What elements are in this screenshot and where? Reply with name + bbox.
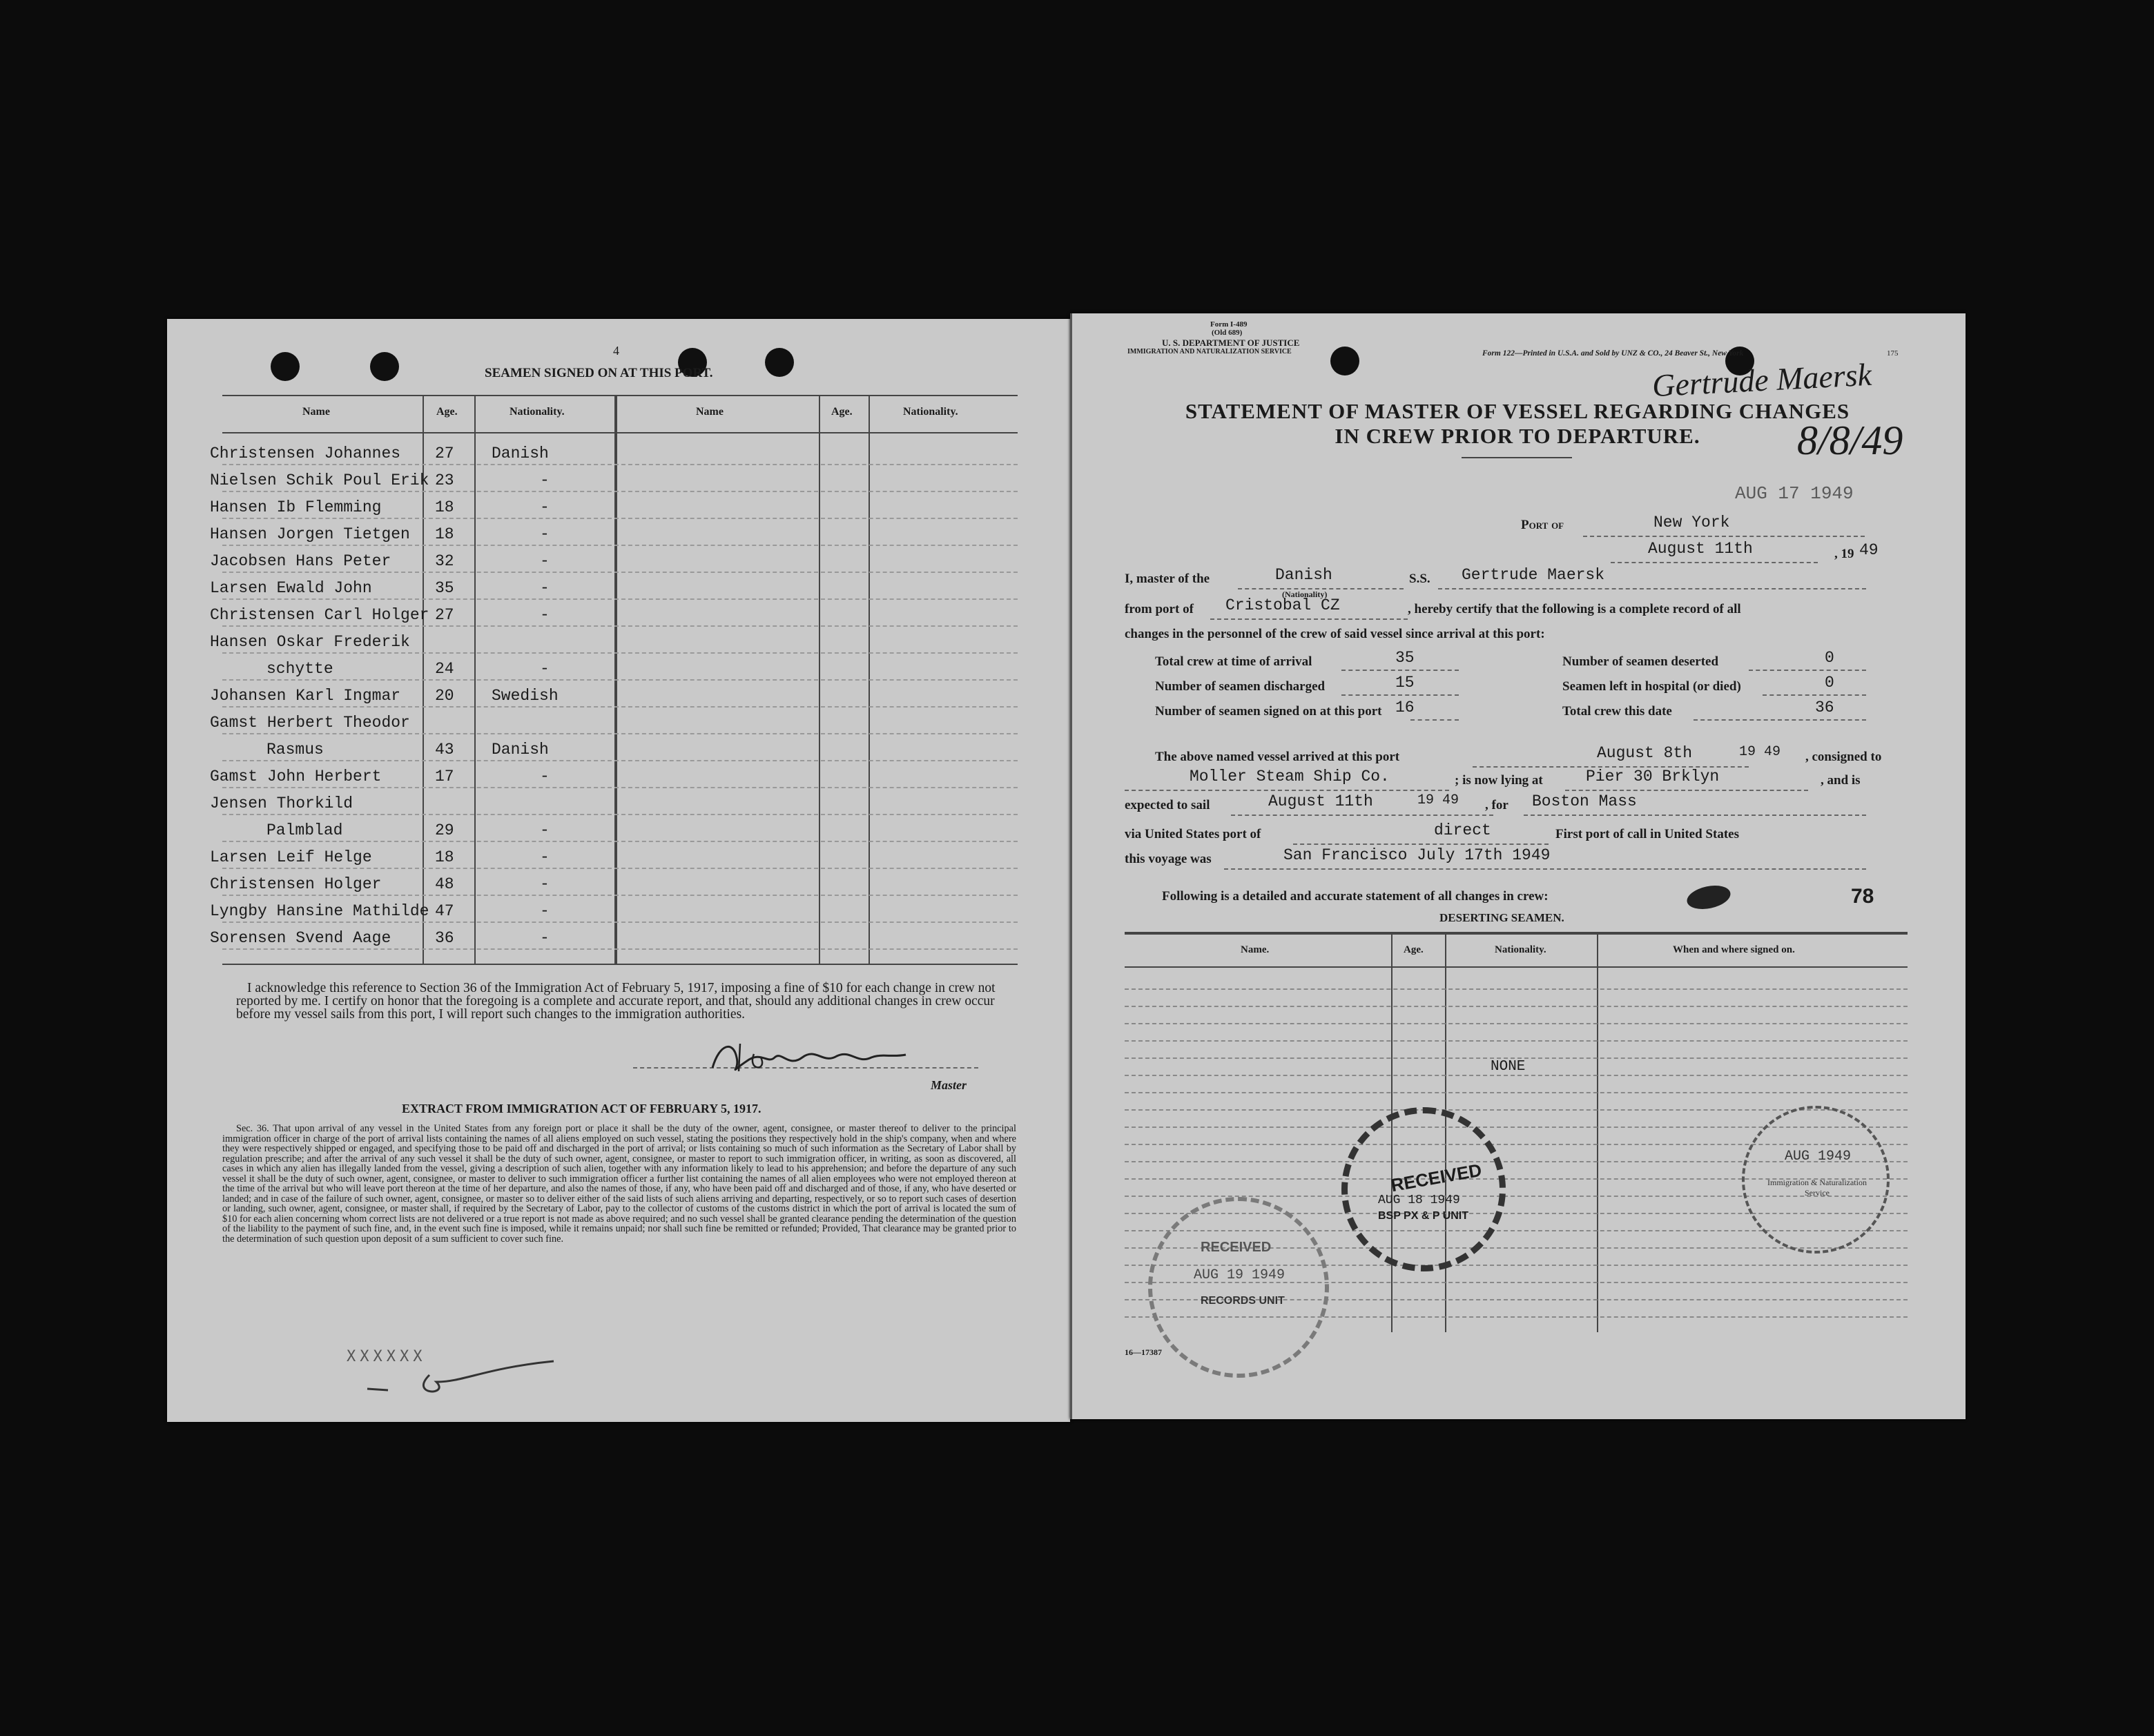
discharged-label: Number of seamen discharged (1155, 679, 1326, 694)
vessel-line (1438, 588, 1866, 589)
following-label: Following is a detailed and accurate statement of all changes in crew: (1162, 889, 1549, 904)
table-row (167, 899, 1070, 926)
crew-nationality: - (540, 552, 550, 570)
count-line (1763, 694, 1866, 696)
crew-name: Jensen Thorkild (210, 794, 353, 812)
stamp-label: RECEIVED (1389, 1159, 1484, 1196)
table-row (1125, 1006, 1908, 1007)
crew-name: schytte (266, 660, 333, 678)
crew-name: Hansen Jorgen Tietgen (210, 525, 410, 543)
total-crew-arrival-label: Total crew at time of arrival (1155, 654, 1312, 669)
crew-nationality: - (540, 471, 550, 489)
row-rule (222, 868, 1018, 869)
row-rule (222, 814, 1018, 815)
table-row (1125, 1023, 1908, 1024)
crew-age: 20 (435, 687, 454, 705)
form-old: (Old 689) (1212, 329, 1243, 337)
crew-nationality: Danish (492, 741, 549, 759)
crew-age: 36 (435, 929, 454, 947)
row-rule (222, 598, 1018, 600)
table-top-rule (222, 395, 1018, 396)
via-line (1293, 843, 1549, 845)
desert-header-rule (1125, 966, 1908, 968)
crew-name: Sorensen Svend Aage (210, 929, 391, 947)
table-row (1125, 1075, 1908, 1076)
initials-scribble (347, 1340, 567, 1403)
handwritten-date: 8/8/49 (1797, 418, 1903, 463)
from-port-value: Cristobal CZ (1225, 596, 1340, 614)
column-header-nationality-2: Nationality. (903, 406, 958, 418)
section-title: SEAMEN SIGNED ON AT THIS PORT. (485, 366, 713, 380)
crew-nationality: - (540, 848, 550, 866)
arrived-year: 19 49 (1739, 744, 1781, 760)
count-line (1694, 719, 1866, 721)
crew-age: 43 (435, 741, 454, 759)
crew-age: 18 (435, 848, 454, 866)
sail-value: August 11th (1268, 792, 1373, 810)
row-rule (222, 545, 1018, 546)
left-page (167, 319, 1070, 1422)
lying-label: ; is now lying at (1455, 773, 1543, 788)
crew-nationality: - (540, 606, 550, 624)
stamp-org: RECORDS UNIT (1201, 1295, 1285, 1307)
via-label: via United States port of (1125, 827, 1261, 841)
crew-name: Hansen Ib Flemming (210, 498, 382, 516)
crew-nationality: - (540, 660, 550, 678)
consignee-line (1125, 790, 1449, 791)
row-rule (222, 948, 1018, 950)
footer-code: 16—17387 (1125, 1347, 1162, 1357)
master-label: Master (931, 1078, 967, 1092)
crew-name: Palmblad (266, 821, 343, 839)
ss-label: S.S. (1409, 572, 1430, 586)
certify-text: , hereby certify that the following is a complete record of all (1408, 602, 1741, 616)
row-rule (222, 706, 1018, 708)
ink-blot (1685, 882, 1732, 913)
crew-nationality: - (540, 902, 550, 920)
table-row (167, 926, 1070, 953)
lying-line (1565, 790, 1808, 791)
date-line (1611, 562, 1818, 563)
printer-note: Form 122—Printed in U.S.A. and Sold by UNZ & CO., 24 Beaver St., New York (1482, 349, 1744, 358)
row-rule (222, 572, 1018, 573)
crew-name: Hansen Oskar Frederik (210, 633, 410, 651)
received-stamp-center (1341, 1107, 1506, 1271)
row-rule (222, 787, 1018, 788)
stamp-label: RECEIVED (1201, 1240, 1272, 1255)
crew-nationality: - (540, 821, 550, 839)
crew-age: 18 (435, 498, 454, 516)
stamp-date: AUG 18 1949 (1378, 1193, 1460, 1207)
table-row (167, 657, 1070, 684)
vessel-value: Gertrude Maersk (1462, 566, 1605, 584)
deserted: 0 (1825, 649, 1834, 667)
punch-hole (271, 352, 300, 381)
crew-name: Christensen Holger (210, 875, 382, 893)
table-header-rule (222, 432, 1018, 433)
destination-line (1524, 815, 1866, 816)
form-title-line-2: IN CREW PRIOR TO DEPARTURE. (1335, 424, 1700, 448)
port-label: Port of (1521, 518, 1564, 532)
crew-name: Larsen Leif Helge (210, 848, 372, 866)
table-bottom-rule (222, 964, 1018, 965)
master-of-label: I, master of the (1125, 572, 1210, 586)
table-row (167, 523, 1070, 549)
table-row (167, 819, 1070, 846)
marker-number: 78 (1851, 885, 1874, 908)
and-is-label: , and is (1821, 773, 1861, 788)
total-crew-date: 36 (1815, 699, 1834, 716)
total-crew-date-label: Total crew this date (1562, 704, 1672, 719)
count-line (1410, 719, 1459, 721)
crew-age: 35 (435, 579, 454, 597)
punch-hole (765, 348, 794, 377)
table-row (167, 630, 1070, 657)
crew-name: Lyngby Hansine Mathilde (210, 902, 429, 920)
crew-name: Jacobsen Hans Peter (210, 552, 391, 570)
lying-value: Pier 30 Brklyn (1586, 768, 1720, 786)
form-title-line-1: STATEMENT OF MASTER OF VESSEL REGARDING CHANGES (1185, 399, 1850, 423)
row-rule (222, 518, 1018, 519)
column-header-age-2: Age. (831, 406, 853, 418)
desert-col-age: Age. (1404, 944, 1424, 955)
service-stamp-right (1742, 1106, 1890, 1254)
table-row (167, 711, 1070, 738)
crew-name: Johansen Karl Ingmar (210, 687, 401, 705)
deserting-top-rule (1125, 932, 1908, 935)
table-row (1125, 1092, 1908, 1093)
sail-year: 19 49 (1417, 792, 1459, 808)
crew-age: 24 (435, 660, 454, 678)
row-rule (222, 464, 1018, 465)
table-row (167, 872, 1070, 899)
acknowledgement-text: I acknowledge this reference to Section 36 of the Immigration Act of February 5, 1917, imposing a fine of $10 for each change in crew not reported by me. I certify on honor that the foregoing is a complete and accurate report, and that, should any additional changes in crew occur before my vessel sails from this port, I will report such changes to the immigration authorities. (236, 981, 996, 1022)
deserted-label: Number of seamen deserted (1562, 654, 1719, 669)
crew-age: 27 (435, 445, 454, 462)
arrived-label: The above named vessel arrived at this port (1155, 750, 1400, 764)
count-line (1341, 670, 1459, 671)
table-row (167, 684, 1070, 711)
department: U. S. DEPARTMENT OF JUSTICE (1162, 338, 1300, 348)
crew-name: Nielsen Schik Poul Erik (210, 471, 429, 489)
crew-nationality: - (540, 875, 550, 893)
arrived-value: August 8th (1597, 744, 1693, 762)
first-port-label: First port of call in United States (1555, 827, 1739, 841)
total-crew-arrival: 35 (1395, 649, 1415, 667)
from-port-label: from port of (1125, 602, 1194, 616)
table-row (167, 469, 1070, 496)
desert-col-signed-on: When and where signed on. (1673, 944, 1795, 955)
stamp-date: AUG 1949 (1785, 1149, 1852, 1164)
crew-name: Larsen Ewald John (210, 579, 372, 597)
row-rule (222, 625, 1018, 627)
crew-age: 18 (435, 525, 454, 543)
sail-line (1231, 815, 1493, 816)
count-line (1341, 694, 1459, 696)
destination-value: Boston Mass (1532, 792, 1637, 810)
crew-nationality: Swedish (492, 687, 559, 705)
crew-age: 17 (435, 768, 454, 786)
row-rule (222, 733, 1018, 734)
table-row (1125, 1040, 1908, 1042)
crew-age: 23 (435, 471, 454, 489)
via-value: direct (1434, 821, 1491, 839)
count-line (1749, 670, 1866, 671)
extract-text: Sec. 36. That upon arrival of any vessel in the United States from any foreign port or place it shall be the duty of the owner, agent, consignee, or master thereof to deliver to the principal immigration officer in charge of the port of arrival lists containing the names of all aliens employed on such vessel, stating the positions they respectively hold in the ship's company, when and where they were respectively shipped or engaged, and specifying those to be paid off and discharged in the port of arrival; or lists containing so much of such information as the Secretary of Labor shall by regulation prescribe; and after the arrival of any such vessel it shall be the duty of such owner, agent, consignee, or master to report to such immigration officer, in writing, as soon as discovered, all cases in which any alien has illegally landed from the vessel, giving a description of such alien, together with any information likely to lead to his apprehension; and before the departure of any such vessel it shall be the duty of such owner, agent, consignee, or master to deliver to such immigration officer a further list containing the names of all alien employees who were not employed thereon at the time of the arrival but who will leave port thereon at the time of her departure, and also the names of those, if any, who have been paid off and discharged and of those, if any, who have deserted or landed; and in case of the failure of such owner, agent, consignee, or master so to deliver either of the said lists of such aliens arriving and departing, respectively, or so to report such cases of desertion or landing, such owner, agent, consignee, or master shall, if required by the Secretary of Labor, pay to the collector of customs of the customs district in which the port of arrival is located the sum of $10 for each alien concerning whom correct lists are not delivered or a true report is not made as above required; and no such vessel shall be granted clearance pending the determination of the question of the liability to the payment of such fine, and, in the event such fine is imposed, while it remains unpaid; nor shall such fine be remitted or refunded; Provided, That clearance may be granted prior to the determination of such question upon deposit of a sum sufficient to cover such fine. (222, 1123, 1016, 1245)
hospital-label: Seamen left in hospital (or died) (1562, 679, 1741, 694)
crew-nationality: - (540, 579, 550, 597)
right-page (1070, 313, 1966, 1419)
table-row (167, 765, 1070, 792)
punch-hole (1330, 347, 1359, 376)
handwritten-ship-name: Gertrude Maersk (1651, 356, 1873, 404)
form-number: Form I-489 (1210, 320, 1248, 329)
stamp-date: AUG 19 1949 (1194, 1267, 1285, 1283)
column-header-age: Age. (436, 406, 458, 418)
column-header-name: Name (302, 406, 330, 418)
year-prefix: , 19 (1834, 547, 1854, 561)
table-row (1125, 988, 1908, 990)
table-row (167, 496, 1070, 523)
voyage-label: this voyage was (1125, 852, 1212, 866)
expected-label: expected to sail (1125, 798, 1210, 812)
row-rule (222, 491, 1018, 492)
signed-on: 16 (1395, 699, 1415, 716)
row-rule (222, 921, 1018, 923)
stamp-org: BSP PX & P UNIT (1378, 1210, 1468, 1222)
punch-hole (370, 352, 399, 381)
crew-age: 48 (435, 875, 454, 893)
crew-nationality: - (540, 498, 550, 516)
received-date-stamp: AUG 17 1949 (1735, 483, 1854, 504)
none-text: NONE (1491, 1059, 1526, 1075)
hospital: 0 (1825, 674, 1834, 692)
certify-text-2: changes in the personnel of the crew of said vessel since arrival at this port: (1125, 627, 1545, 641)
crew-name: Gamst John Herbert (210, 768, 382, 786)
crew-name: Christensen Johannes (210, 445, 401, 462)
printer-code: 175 (1887, 349, 1899, 358)
nationality-value: Danish (1275, 566, 1332, 584)
column-header-name-2: Name (696, 406, 724, 418)
master-signature (706, 1037, 913, 1078)
consigned-label: , consigned to (1805, 750, 1882, 764)
desert-col-divider (1597, 935, 1598, 1332)
column-header-nationality: Nationality. (510, 406, 565, 418)
desert-col-nationality: Nationality. (1495, 944, 1546, 955)
row-rule (222, 652, 1018, 654)
crew-age: 47 (435, 902, 454, 920)
title-rule (1462, 457, 1572, 458)
crew-age: 29 (435, 821, 454, 839)
row-rule (222, 841, 1018, 842)
table-row (167, 846, 1070, 872)
table-row (167, 738, 1070, 765)
stamp-org: Immigration & Naturalization Service (1767, 1178, 1867, 1198)
crew-nationality: Danish (492, 445, 549, 462)
signed-on-label: Number of seamen signed on at this port (1155, 704, 1382, 719)
nationality-caption: (Nationality) (1282, 589, 1328, 599)
port-line (1583, 536, 1865, 537)
extract-title: EXTRACT FROM IMMIGRATION ACT OF FEBRUARY 5, 1917. (402, 1102, 761, 1115)
from-port-line (1210, 618, 1408, 620)
crew-name: Gamst Herbert Theodor (210, 714, 410, 732)
table-row (167, 549, 1070, 576)
crew-nationality: - (540, 525, 550, 543)
voyage-value: San Francisco July 17th 1949 (1283, 846, 1551, 864)
crew-name: Rasmus (266, 741, 324, 759)
table-row (167, 576, 1070, 603)
crew-name: Christensen Carl Holger (210, 606, 429, 624)
page-number: 4 (613, 344, 619, 358)
svg-text:XXXXXX: XXXXXX (347, 1348, 427, 1365)
table-row (167, 603, 1070, 630)
for-label: , for (1485, 798, 1508, 812)
voyage-line (1224, 868, 1866, 870)
port-value: New York (1653, 514, 1730, 531)
row-rule (222, 895, 1018, 896)
crew-nationality: - (540, 929, 550, 947)
year-value: 49 (1859, 541, 1879, 559)
discharged: 15 (1395, 674, 1415, 692)
row-rule (222, 679, 1018, 681)
deserting-title: DESERTING SEAMEN. (1439, 911, 1564, 924)
row-rule (222, 760, 1018, 761)
crew-nationality: - (540, 768, 550, 786)
desert-col-name: Name. (1241, 944, 1270, 955)
consignee-value: Moller Steam Ship Co. (1190, 768, 1390, 786)
date-value: August 11th (1648, 540, 1753, 558)
table-row (167, 442, 1070, 469)
table-row (167, 792, 1070, 819)
crew-age: 27 (435, 606, 454, 624)
received-stamp-left (1148, 1197, 1329, 1378)
service: IMMIGRATION AND NATURALIZATION SERVICE (1127, 348, 1292, 355)
crew-age: 32 (435, 552, 454, 570)
